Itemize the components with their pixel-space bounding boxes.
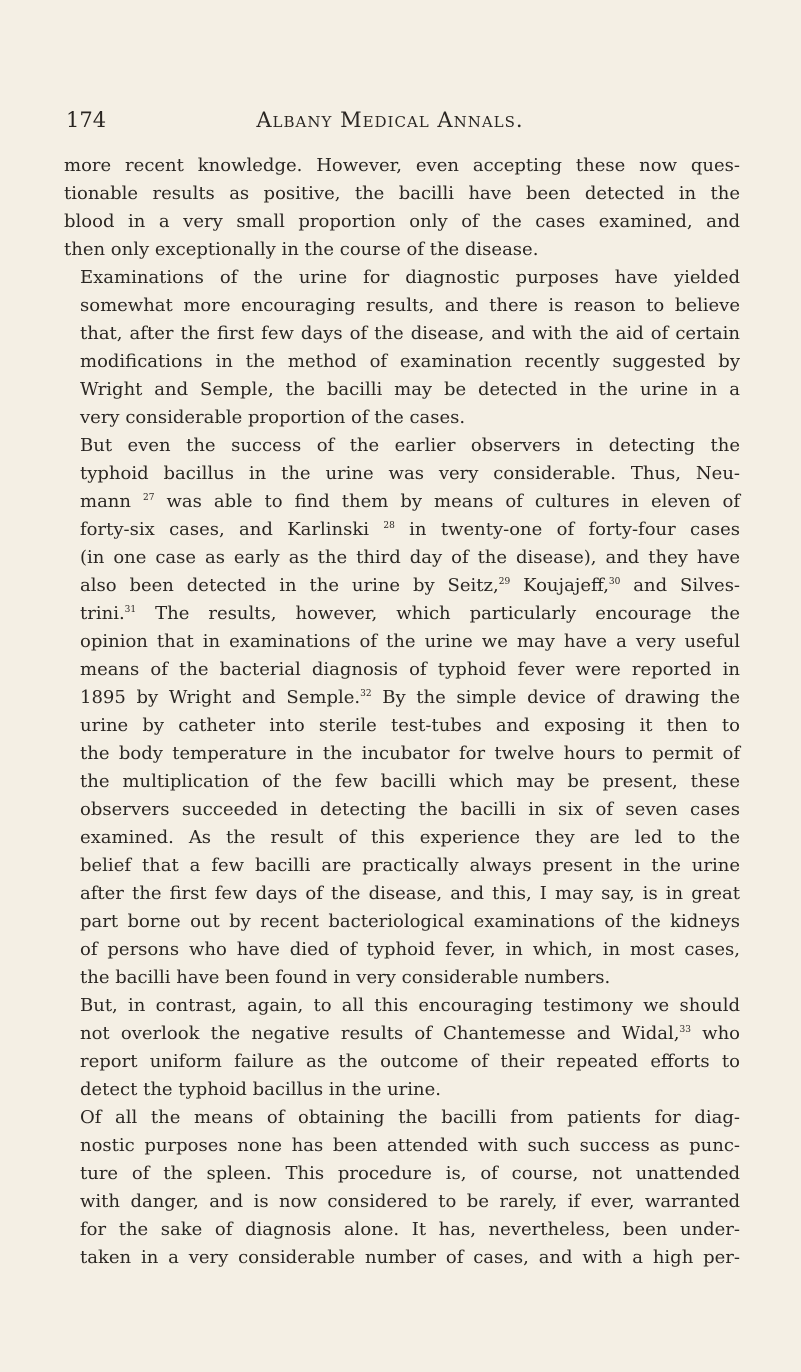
text-line: blood in a very small proportion only of the cases examined, and — [64, 211, 740, 232]
text-line: 1895 by Wright and Semple.$^{32}$ By the simple device of drawing the — [80, 687, 741, 708]
text-line: for the sake of diagnosis alone. It has, nevertheless, been under- — [80, 1219, 740, 1240]
text-line: Wright and Semple, the bacilli may be detected in the urine in a — [80, 379, 740, 400]
text-line: modifications in the method of examination recently suggested by — [80, 351, 740, 372]
text-line: that, after the first few days of the disease, and with the aid of certain — [80, 323, 740, 344]
text-line: the multiplication of the few bacilli which may be present, these — [80, 771, 740, 792]
paragraph — [64, 432, 740, 992]
text-line: belief that a few bacilli are practically always present in the urine — [80, 855, 740, 876]
reference-marker: 29 — [498, 577, 511, 587]
paragraph — [64, 992, 740, 1104]
text-line: typhoid bacillus in the urine was very considerable. Thus, Neu- — [80, 463, 740, 484]
text-line: (in one case as early as the third day of the disease), and they have — [80, 547, 740, 568]
text-line: then only exceptionally in the course of the disease. — [64, 239, 539, 260]
text-line: Examinations of the urine for diagnostic purposes have yielded — [80, 267, 740, 288]
text-line: detect the typhoid bacillus in the urine. — [80, 1079, 442, 1100]
text-line: opinion that in examinations of the urine we may have a very useful — [80, 631, 740, 652]
text-line: nostic purposes none has been attended with such success as punc- — [80, 1135, 740, 1156]
text-line: of persons who have died of typhoid fever, in which, in most cases, — [80, 939, 740, 960]
reference-marker: 31 — [124, 605, 137, 615]
text-line: the bacilli have been found in very considerable numbers. — [80, 967, 611, 988]
text-line: the body temperature in the incubator for twelve hours to permit of — [80, 743, 740, 764]
page-number: 174 — [66, 108, 107, 132]
text-line: with danger, and is now considered to be rarely, if ever, warranted — [80, 1191, 740, 1212]
text-line: examined. As the result of this experience they are led to the — [80, 827, 740, 848]
text-line: Of all the means of obtaining the bacilli from patients for diag- — [80, 1107, 740, 1128]
paragraph — [64, 152, 740, 264]
text-line: trini.$^{31}$ The results, however, which particularly encourage the — [80, 603, 740, 624]
running-title: Albany Medical Annals. — [256, 108, 524, 132]
reference-marker: 30 — [608, 577, 621, 587]
text-line: very considerable proportion of the cases. — [80, 407, 466, 428]
page-header — [66, 106, 734, 138]
body-text — [64, 152, 740, 1272]
text-line: not overlook the negative results of Chantemesse and Widal,$^{33}$ who — [80, 1023, 740, 1044]
reference-marker: 28 — [383, 521, 395, 531]
text-line: means of the bacterial diagnosis of typhoid fever were reported in — [80, 659, 740, 680]
text-line: urine by catheter into sterile test-tubes and exposing it then to — [80, 715, 740, 736]
text-line: But, in contrast, again, to all this encouraging testimony we should — [80, 995, 740, 1016]
paragraph — [64, 264, 740, 432]
text-line: report uniform failure as the outcome of their repeated efforts to — [80, 1051, 740, 1072]
paragraph — [64, 1104, 740, 1272]
text-line: ture of the spleen. This procedure is, of course, not unattended — [80, 1163, 740, 1184]
text-line: taken in a very considerable number of cases, and with a high per- — [80, 1247, 740, 1268]
text-line: forty-six cases, and Karlinski $^{28}$ in twenty-one of forty-four cases — [80, 519, 740, 540]
text-line: also been detected in the urine by Seitz,$^{29}$ Koujajeff,$^{30}$ and Silves- — [80, 575, 741, 596]
text-line: more recent knowledge. However, even accepting these now ques- — [64, 155, 740, 176]
text-line: after the first few days of the disease, and this, I may say, is in great — [80, 883, 740, 904]
text-line: somewhat more encouraging results, and there is reason to believe — [80, 295, 740, 316]
reference-marker: 33 — [679, 1025, 691, 1035]
text-line: observers succeeded in detecting the bacilli in six of seven cases — [80, 799, 740, 820]
reference-marker: 32 — [360, 689, 372, 699]
text-line: part borne out by recent bacteriological examinations of the kidneys — [80, 911, 740, 932]
reference-marker: 27 — [143, 493, 155, 503]
text-line: But even the success of the earlier observers in detecting the — [80, 435, 740, 456]
text-line: mann $^{27}$ was able to find them by means of cultures in eleven of — [80, 491, 740, 512]
text-line: tionable results as positive, the bacilli have been detected in the — [64, 183, 740, 204]
